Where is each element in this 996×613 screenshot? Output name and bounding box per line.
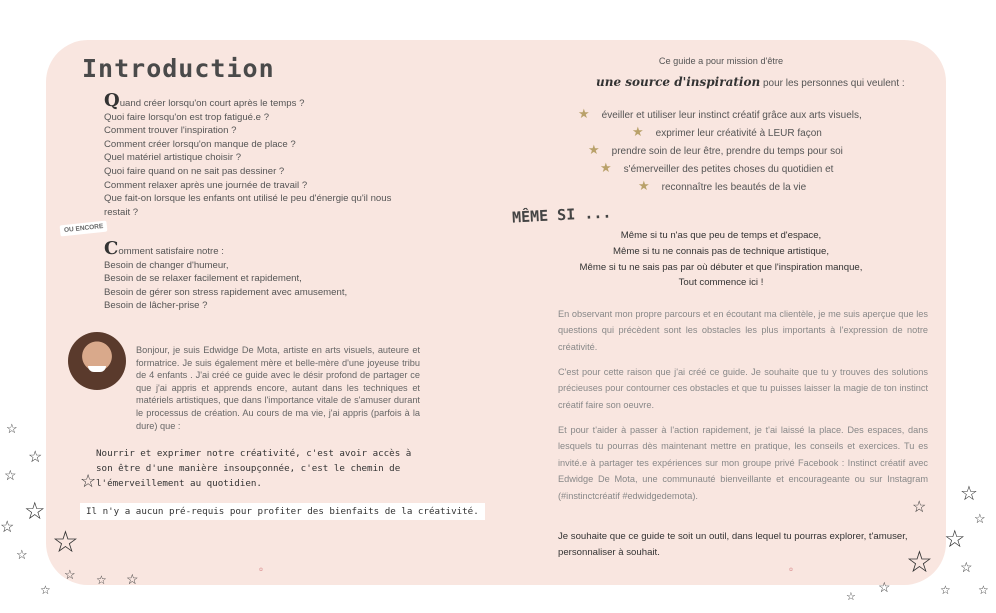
- star-outline-icon: ☆: [906, 546, 933, 579]
- star-outline-icon: ☆: [940, 583, 951, 597]
- gold-star-icon: ★: [600, 160, 612, 175]
- right-page: [496, 40, 946, 585]
- star-outline-icon: ☆: [6, 421, 18, 436]
- star-outline-icon: ☆: [4, 467, 17, 483]
- paragraph-observation: En observant mon propre parcours et en écoutant ma clientèle, je me suis aperçue que les questions qui précèdent sont les obstacles les plus importants à l'expression de notre créativité.: [558, 309, 928, 352]
- closing-wish: Je souhaite que ce guide te soit un outil, dans lequel tu pourras explorer, t'amuser, personnaliser à souhait.: [558, 531, 908, 558]
- ou-encore-badge: OU ENCORE: [60, 221, 108, 237]
- question-item: Comment trouver l'inspiration ?: [104, 125, 237, 137]
- meme-line: Même si tu ne sais pas par où débuter et que l'inspiration manque,: [579, 261, 863, 273]
- page-title: Introduction: [82, 54, 275, 83]
- star-outline-icon: ☆: [960, 559, 973, 575]
- prerequisite-banner: Il n'y a aucun pré-requis pour profiter des bienfaits de la créativité.: [80, 503, 485, 520]
- question-item: Que fait-on lorsque les enfants ont utilisé le peu d'énergie qu'il nous: [104, 193, 392, 205]
- source-line: une source d'inspiration pour les personnes qui veulent :: [596, 75, 905, 89]
- meme-si-lines: [496, 228, 946, 291]
- gold-star-icon: ★: [638, 178, 650, 193]
- paragraph-action: Et pour t'aider à passer à l'action rapidement, je t'ai laissé la place. Des espaces, dans lesquels tu pourras dès maintenant mettre en pratique, les conseils et exercices. Tu es invité.e à partager tes expériences sur mon groupe privé Facebook : Instinct créatif avec Edwidge De Mota, une communauté bienveillante et encourageante ou sur Instagram (#instinctcréatif #edwidgedemota).: [558, 425, 928, 501]
- question-item: Comment créer lorsqu'on manque de place ?: [104, 138, 296, 150]
- gold-star-icon: ★: [578, 106, 590, 121]
- question-item: restait ?: [104, 206, 139, 218]
- creativity-quote: Nourrir et exprimer notre créativité, c'est avoir accès à son être d'une manière insoupçonnée, c'est le chemin de l'émerveillement au quotidien.: [96, 448, 412, 489]
- logo-icon: ✿: [258, 567, 264, 573]
- goal-item: ★ éveiller et utiliser leur instinct créatif grâce aux arts visuels,: [578, 106, 862, 121]
- need-item: Besoin de lâcher-prise ?: [104, 300, 208, 312]
- need-item: Besoin de changer d'humeur,: [104, 259, 229, 271]
- star-outline-icon: ☆: [0, 519, 15, 536]
- star-outline-icon: ☆: [16, 547, 28, 562]
- need-item: Besoin de se relaxer facilement et rapidement,: [104, 273, 302, 285]
- star-outline-icon: ☆: [24, 498, 46, 525]
- star-outline-icon: ☆: [974, 511, 986, 526]
- needs-intro: Comment satisfaire notre :: [104, 238, 224, 259]
- goal-item: ★ prendre soin de leur être, prendre du temps pour soi: [588, 142, 843, 157]
- meme-line: Même si tu n'as que peu de temps et d'espace,: [620, 230, 822, 241]
- star-outline-icon: ☆: [80, 471, 97, 491]
- question-item: Quand créer lorsqu'on court après le temps ?: [104, 90, 305, 111]
- question-item: Comment relaxer après une journée de travail ?: [104, 179, 308, 191]
- need-item: Besoin de gérer son stress rapidement avec amusement,: [104, 286, 348, 298]
- star-outline-icon: ☆: [40, 583, 51, 597]
- gold-star-icon: ★: [632, 124, 644, 139]
- star-outline-icon: ☆: [978, 583, 989, 597]
- question-item: Quoi faire lorsqu'on est trop fatigué.e ?: [104, 111, 270, 123]
- star-outline-icon: ☆: [52, 526, 79, 559]
- author-avatar: [68, 332, 126, 390]
- star-outline-icon: ☆: [960, 483, 978, 505]
- meme-line: Même si tu ne connais pas de technique artistique,: [613, 245, 829, 257]
- paragraph-reason: C'est pour cette raison que j'ai créé ce guide. Je souhaite que tu y trouves des solutions précieuses pour contourner ces obstacles et que tu puisses laisser la magie de ton instinct créatif faire son oeuvre.: [558, 367, 928, 410]
- star-outline-icon: ☆: [944, 526, 966, 553]
- question-item: Quoi faire quand on ne sait pas dessiner ?: [104, 165, 285, 177]
- logo-icon: ✿: [788, 567, 794, 573]
- star-outline-icon: ☆: [912, 499, 927, 516]
- star-outline-icon: ☆: [126, 571, 139, 587]
- goal-item: ★ reconnaître les beautés de la vie: [638, 178, 807, 193]
- book-spread: [46, 40, 946, 585]
- needs-list: [104, 238, 424, 313]
- drop-cap: Q: [104, 90, 120, 111]
- meme-si-heading: MÊME SI ...: [511, 203, 612, 227]
- question-item: Quel matériel artistique choisir ?: [104, 152, 242, 164]
- gold-star-icon: ★: [588, 142, 600, 157]
- author-bio: Bonjour, je suis Edwidge De Mota, artiste en arts visuels, auteure et formatrice. Je suis également mère et belle-mère d'une joyeuse tribu de 4 enfants . J'ai créé ce guide avec le désir profond de partager ce que j'ai appris et apprends encore, autant dans les techniques et matériels artistiques, que dans l'importance vitale de s'amuser durant le processus de création. Au cours de ma vie, j'ai appris (parfois à la dure) que :: [136, 345, 420, 431]
- source-highlight: une source d'inspiration: [596, 75, 761, 89]
- star-outline-icon: ☆: [28, 449, 43, 466]
- questions-list: [104, 90, 424, 219]
- star-outline-icon: ☆: [878, 579, 891, 595]
- meme-line: Tout commence ici !: [678, 277, 764, 289]
- goal-item: ★ exprimer leur créativité à LEUR façon: [632, 124, 822, 139]
- goal-item: ★ s'émerveiller des petites choses du quotidien et: [600, 160, 834, 175]
- star-outline-icon: ☆: [96, 573, 107, 587]
- star-outline-icon: ☆: [64, 567, 76, 582]
- star-outline-icon: ☆: [846, 591, 856, 603]
- mission-line: Ce guide a pour mission d'être: [658, 56, 784, 66]
- left-page: [46, 40, 496, 585]
- drop-cap: C: [104, 238, 119, 259]
